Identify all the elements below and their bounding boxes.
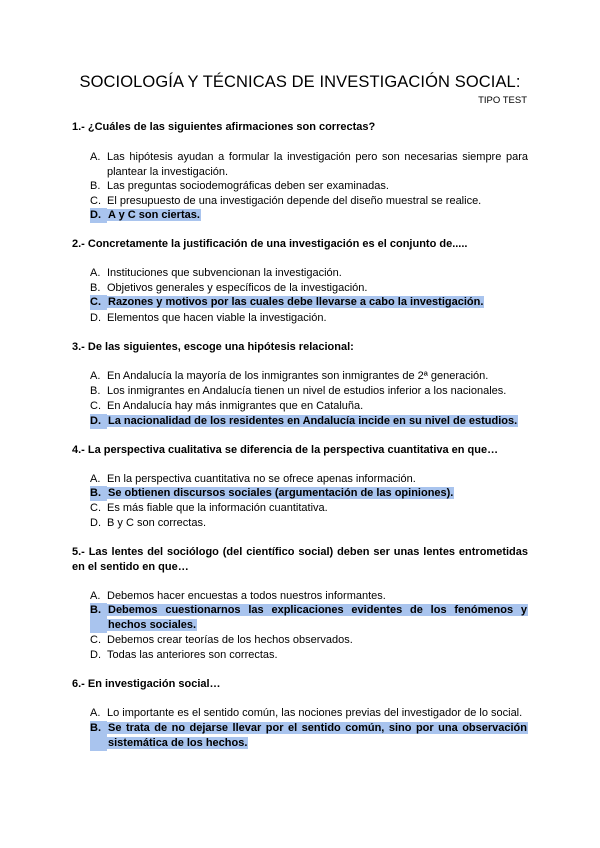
option-letter: A. xyxy=(90,151,101,163)
question-6: 6.- En investigación social… xyxy=(72,678,221,690)
option-text: Las preguntas sociodemográficas deben ser examinadas. xyxy=(107,180,389,192)
q2-option-c-correct xyxy=(90,295,528,310)
q2-option-a xyxy=(90,266,528,281)
q6-option-a xyxy=(90,706,528,721)
question-2: 2.- Concretamente la justificación de una investigación es el conjunto de..... xyxy=(72,238,468,250)
option-text: En Andalucía hay más inmigrantes que en Cataluña. xyxy=(107,400,364,412)
q5-option-c xyxy=(90,633,528,648)
document-title: SOCIOLOGÍA Y TÉCNICAS DE INVESTIGACIÓN SOCIAL: xyxy=(79,73,521,91)
option-letter: A. xyxy=(90,707,101,719)
question-4: 4.- La perspectiva cualitativa se diferencia de la perspectiva cuantitativa en que… xyxy=(72,444,499,456)
option-letter: B. xyxy=(90,603,107,633)
q2-option-d xyxy=(90,311,528,326)
q1-option-b xyxy=(90,179,528,194)
option-text: Lo importante es el sentido común, las nociones previas del investigador de lo social. xyxy=(107,707,523,719)
q5-option-d xyxy=(90,648,528,663)
q4-option-d xyxy=(90,516,528,531)
option-text-highlighted: Debemos cuestionarnos las explicaciones evidentes de los fenómenos y hechos sociales. xyxy=(108,604,527,631)
q3-option-b xyxy=(90,384,528,399)
option-letter: D. xyxy=(90,312,101,324)
option-text: Elementos que hacen viable la investigación. xyxy=(107,312,327,324)
option-text: El presupuesto de una investigación depende del diseño muestral se realice. xyxy=(107,195,482,207)
option-text: En la perspectiva cuantitativa no se ofrece apenas información. xyxy=(107,473,416,485)
option-letter: C. xyxy=(90,502,101,514)
option-text: Objetivos generales y específicos de la investigación. xyxy=(107,282,368,294)
q3-option-c xyxy=(90,399,528,414)
q4-option-c xyxy=(90,501,528,516)
option-letter: B. xyxy=(90,282,101,294)
q3-option-a xyxy=(90,369,528,384)
option-text: Debemos crear teorías de los hechos observados. xyxy=(107,634,353,646)
option-text: Todas las anteriores son correctas. xyxy=(107,649,278,661)
option-text: B y C son correctas. xyxy=(107,517,207,529)
option-text: Instituciones que subvencionan la investigación. xyxy=(107,267,342,279)
question-5: 5.- Las lentes del sociólogo (del científico social) deben ser unas lentes entrometidas en el sentido en que… xyxy=(72,546,528,573)
option-text-highlighted: La nacionalidad de los residentes en Andalucía incide en su nivel de estudios. xyxy=(108,415,518,427)
option-letter: B. xyxy=(90,721,107,751)
q5-option-b-correct xyxy=(90,603,528,633)
option-letter: C. xyxy=(90,195,101,207)
option-letter: D. xyxy=(90,208,107,223)
question-3: 3.- De las siguientes, escoge una hipótesis relacional: xyxy=(72,341,354,353)
q1-option-d-correct xyxy=(90,208,528,223)
q1-option-c xyxy=(90,194,528,209)
q4-option-b-correct xyxy=(90,486,528,501)
question-1: 1.- ¿Cuáles de las siguientes afirmaciones son correctas? xyxy=(72,121,376,133)
option-text: Los inmigrantes en Andalucía tienen un nivel de estudios inferior a los nacionales. xyxy=(107,385,507,397)
option-letter: A. xyxy=(90,590,101,602)
option-letter: B. xyxy=(90,385,101,397)
q4-option-a xyxy=(90,472,528,487)
option-letter: B. xyxy=(90,180,101,192)
option-letter: A. xyxy=(90,267,101,279)
option-letter: C. xyxy=(90,634,101,646)
option-letter: A. xyxy=(90,473,101,485)
option-text-highlighted: Se obtienen discursos sociales (argumentación de las opiniones). xyxy=(108,487,454,499)
option-letter: D. xyxy=(90,649,101,661)
option-text-highlighted: Se trata de no dejarse llevar por el sentido común, sino por una observación sistemática de los hechos. xyxy=(108,722,527,749)
q1-option-a xyxy=(90,150,528,180)
q5-option-a xyxy=(90,589,528,604)
option-text-highlighted: A y C son ciertas. xyxy=(108,209,200,221)
q2-option-b xyxy=(90,281,528,296)
option-text: Las hipótesis ayudan a formular la investigación pero son necesarias siempre para plantear la investigación. xyxy=(107,151,528,178)
option-text: Es más fiable que la información cuantitativa. xyxy=(107,502,328,514)
option-letter: B. xyxy=(90,486,107,501)
option-letter: D. xyxy=(90,517,101,529)
option-letter: C. xyxy=(90,400,101,412)
option-letter: D. xyxy=(90,414,107,429)
option-letter: A. xyxy=(90,370,101,382)
document-subtitle: TIPO TEST xyxy=(478,95,527,106)
option-text-highlighted: Razones y motivos por las cuales debe llevarse a cabo la investigación. xyxy=(108,296,484,308)
option-text: En Andalucía la mayoría de los inmigrantes son inmigrantes de 2ª generación. xyxy=(107,370,489,382)
q3-option-d-correct xyxy=(90,414,528,429)
option-text: Debemos hacer encuestas a todos nuestros informantes. xyxy=(107,590,386,602)
option-letter: C. xyxy=(90,295,107,310)
q6-option-b-correct xyxy=(90,721,528,751)
